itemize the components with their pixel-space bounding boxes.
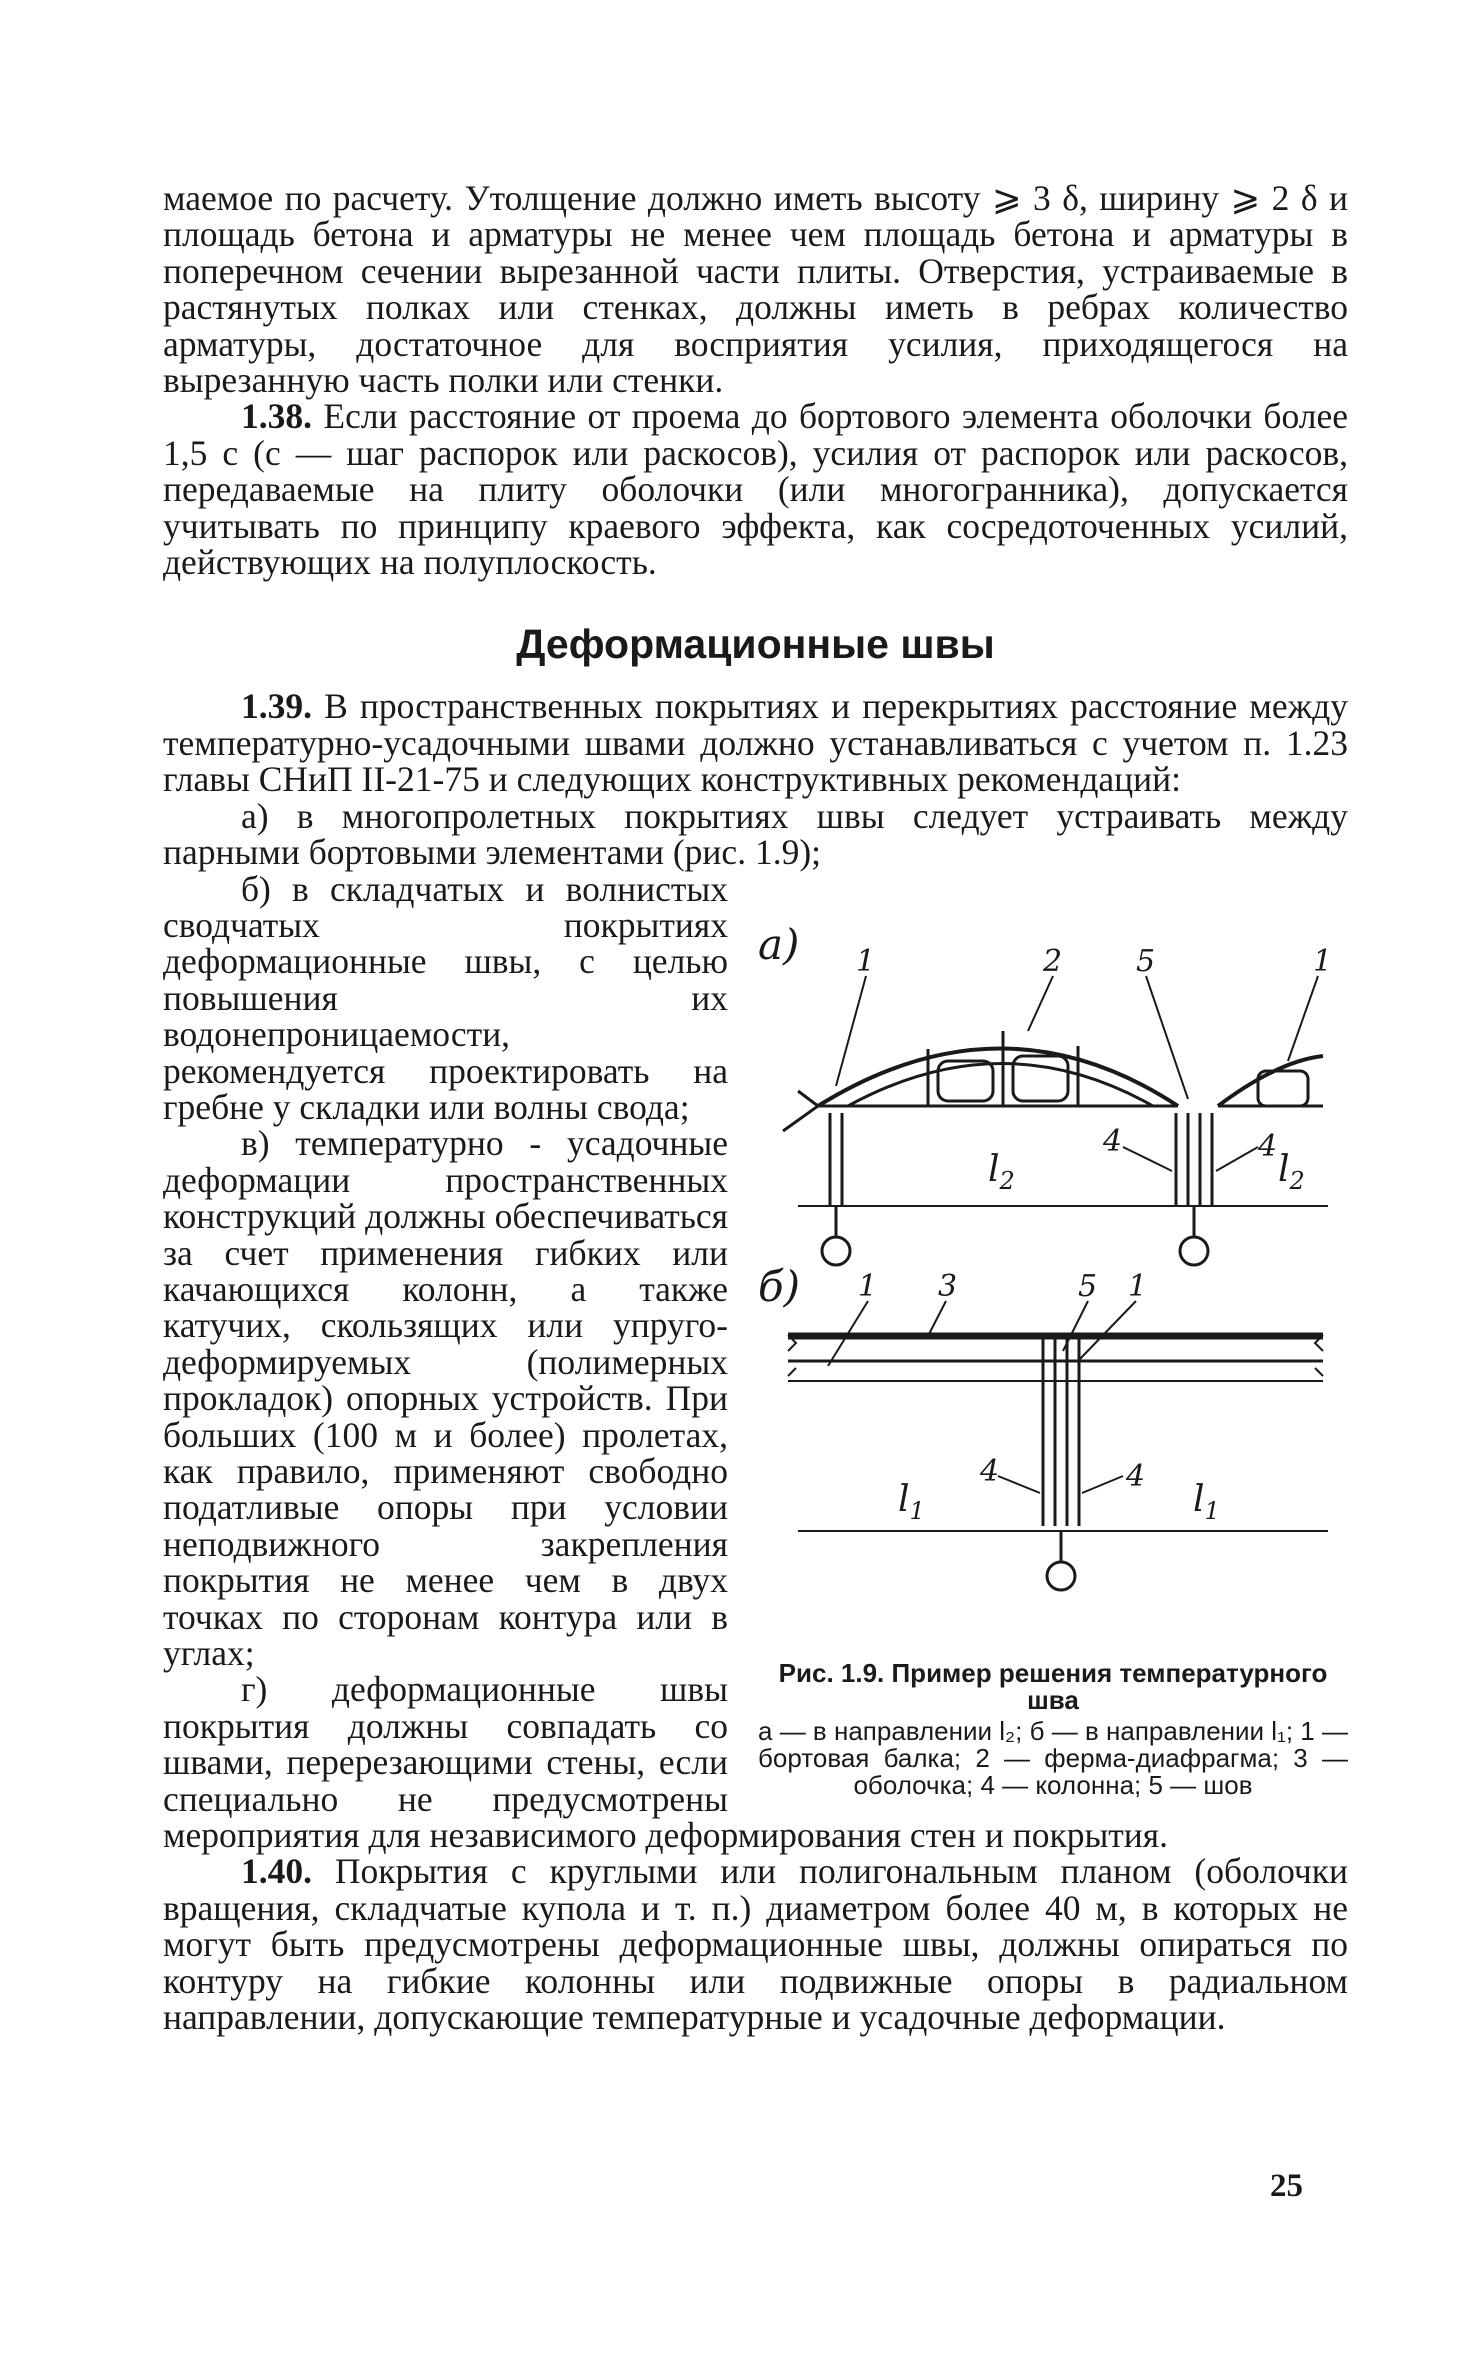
column-label-a-left: 4 [1103, 1123, 1123, 1159]
list-item-g: г) деформационные швы покрытия должны совпадать со швами, перерезающими стены, если специально не предусмотрены мероприятия для независимого деформирования стен и покрытия. [163, 1669, 1169, 1856]
span-subscript: 2 [1289, 1166, 1305, 1195]
paragraph-text: Покрытия с круглыми или полигональным планом (оболочки вращения, складчатые купола и т. п.) диаметром более 40 м, в которых не могут быть предусмотрены деформационные швы, должны опираться по контуру на гибкие колонны или подвижные опоры в радиальном направлении, допускающие температурные и усадочные деформации. [163, 1851, 1348, 2038]
leader-line [1063, 1301, 1088, 1351]
span-subscript: 1 [1204, 1496, 1220, 1525]
list-item-v: в) температурно - усадочные деформации пространственных конструкций должны обеспечиваться за счет применения гибких или качающихся колонн, а также катучих, скользящих или упруго-деформируемых (полимерных прокладок) опорных устройств. При больших (100 м и более) пролетах, как правило, применяют свободно податливые опоры при условии неподвижного закрепления покрытия не менее чем в двух точках по сторонам контура или в углах; [163, 1123, 728, 1674]
span-subscript: 2 [999, 1166, 1015, 1195]
span-a-left [988, 1149, 1015, 1195]
span-b-right [1193, 1479, 1220, 1525]
leader-line [1146, 976, 1188, 1099]
shell-arc-left [818, 1048, 1178, 1106]
span-letter: l [1278, 1148, 1290, 1190]
callout-a-1: 1 [856, 943, 876, 979]
leader-line [1078, 1301, 1136, 1361]
item-number: 1.40. [241, 1851, 312, 1892]
paragraph-text: В пространственных покрытиях и перекрытиях расстояние между температурно-усадочными швами должно устанавливаться с учетом п. 1.23 главы СНиП II-21-75 и следующих конструктивных рекомендаций: [163, 686, 1348, 800]
span-letter: l [1193, 1478, 1205, 1520]
paragraph-text: Если расстояние от проема до бортового элемента оболочки более 1,5 c (c — шаг распорок или раскосов), усилия от распорок или раскосов, передаваемые на плиту оболочки (или многогранника), допускается учитывать по принципу краевого эффекта, как сосредоточенных усилий, действующих на полуплоскость. [163, 396, 1348, 583]
paragraph-1-40 [163, 1851, 1348, 2038]
leader-line [1123, 1147, 1172, 1171]
column-label-b-right: 4 [1126, 1458, 1146, 1494]
callout-a-5: 5 [1136, 943, 1156, 979]
paragraph-1-39 [163, 686, 1348, 800]
paragraph-1-38 [163, 396, 1348, 583]
leader-line [998, 1476, 1040, 1493]
callout-b-1: 1 [858, 1268, 878, 1304]
figure-diagram [758, 881, 1348, 1641]
figure-1-9 [758, 881, 1348, 1799]
callout-a-1b: 1 [1313, 943, 1333, 979]
item-number: 1.39. [241, 686, 312, 727]
label-b: б) [758, 1261, 801, 1311]
callout-b-1b: 1 [1128, 1268, 1148, 1304]
section-heading: Деформационные швы [516, 621, 995, 668]
support-b [1047, 1562, 1075, 1590]
figure-caption [758, 1657, 1348, 1800]
page-body [163, 180, 1348, 2036]
caption-legend: а — в направлении l₂; б — в направлении l₁; 1 — бортовая балка; 2 — ферма-диафрагма; 3 — оболочка; 4 — колонна; 5 — шов [758, 1715, 1348, 1800]
list-item-b: б) в складчатых и волнистых сводчатых покрытиях деформационные швы, с целью повышения их водонепроницаемости, рекомендуется проектировать на гребне у складки или волны свода; [163, 868, 728, 1127]
span-b-left [898, 1479, 925, 1525]
caption-title: Рис. 1.9. Пример решения температурного шва [778, 1657, 1328, 1715]
callout-b-5: 5 [1078, 1268, 1098, 1304]
span-letter: l [988, 1148, 1000, 1190]
support-left-a [822, 1237, 850, 1265]
leader-line [1082, 1476, 1123, 1493]
leader-line [1216, 1147, 1258, 1171]
break-mark-right [1315, 1335, 1323, 1376]
span-a-right [1278, 1149, 1305, 1195]
label-a: а) [758, 919, 800, 969]
span-letter: l [898, 1478, 910, 1520]
support-right-a [1180, 1237, 1208, 1265]
leader-line [1028, 976, 1053, 1031]
edge-beam-left [783, 1091, 818, 1131]
column-label-b-left: 4 [980, 1453, 1000, 1489]
callout-b-3: 3 [938, 1268, 958, 1304]
item-number: 1.38. [241, 396, 312, 437]
column-label-a-right: 4 [1258, 1128, 1278, 1164]
figure-wrap-area [163, 868, 1348, 1856]
leader-line [1288, 976, 1318, 1061]
callout-a-2: 2 [1043, 943, 1063, 979]
leader-line [836, 976, 866, 1086]
leader-line [928, 1301, 946, 1336]
break-mark-left [788, 1335, 796, 1376]
page-number: 25 [1270, 2168, 1303, 2204]
span-subscript: 1 [909, 1496, 925, 1525]
list-item-a: а) в многопролетных покрытиях швы следует устраивать между парными бортовыми элементами (рис. 1.9); [163, 795, 1348, 873]
paragraph-continued: маемое по расчету. Утолщение должно иметь высоту ⩾ 3 δ, ширину ⩾ 2 δ и площадь бетона и арматуры не менее чем площадь бетона и арматуры в поперечном сечении вырезанной части плиты. Отверстия, устраиваемые в растянутых полках или стенках, должны иметь в ребрах количество арматуры, достаточное для восприятия усилия, приходящегося на вырезанную часть полки или стенки. [163, 178, 1348, 401]
